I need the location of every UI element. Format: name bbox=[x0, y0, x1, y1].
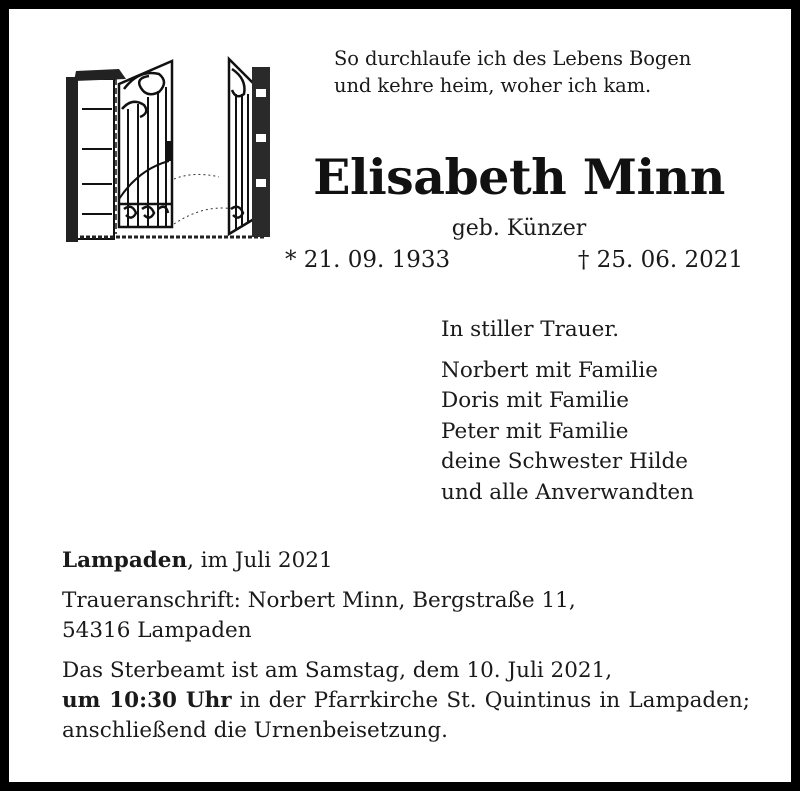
place-date bbox=[62, 546, 750, 576]
maiden-name: geb. Künzer bbox=[451, 216, 587, 241]
place-date-rest: , im Juli 2021 bbox=[187, 548, 333, 573]
place-name: Lampaden bbox=[62, 548, 188, 573]
birth-date: * 21. 09. 1933 bbox=[285, 247, 451, 273]
address-line: Traueranschrift: Norbert Minn, Bergstraße 11, bbox=[62, 588, 576, 613]
mourning-address bbox=[62, 586, 750, 646]
mourning-intro: In stiller Trauer. bbox=[441, 317, 620, 342]
address-line: 54316 Lampaden bbox=[62, 618, 252, 643]
service-time: um 10:30 Uhr bbox=[62, 688, 232, 713]
verse-line: und kehre heim, woher ich kam. bbox=[334, 74, 652, 97]
service-text: Das Sterbeamt ist am Samstag, dem 10. Juli 2021, bbox=[62, 658, 613, 683]
verse bbox=[334, 45, 754, 99]
life-dates bbox=[285, 245, 743, 275]
obituary-notice bbox=[9, 9, 791, 782]
deceased-name: Elisabeth Minn bbox=[313, 148, 725, 206]
verse-line: So durchlaufe ich des Lebens Bogen bbox=[334, 47, 692, 70]
mourner: und alle Anverwandten bbox=[441, 479, 694, 505]
mourner: Peter mit Familie bbox=[441, 418, 629, 444]
mourner: Doris mit Familie bbox=[441, 388, 629, 413]
death-date: † 25. 06. 2021 bbox=[577, 247, 743, 273]
mourners-block bbox=[441, 315, 771, 508]
open-gate-icon bbox=[64, 49, 274, 244]
details-block bbox=[62, 546, 750, 756]
service-info bbox=[62, 656, 750, 746]
mourner: deine Schwester Hilde bbox=[441, 449, 689, 474]
mourner: Norbert mit Familie bbox=[441, 357, 659, 383]
service-text: in der Pfarrkirche St. Quintinus in Lampaden; anschließend die Urnenbeisetzung. bbox=[62, 688, 750, 743]
